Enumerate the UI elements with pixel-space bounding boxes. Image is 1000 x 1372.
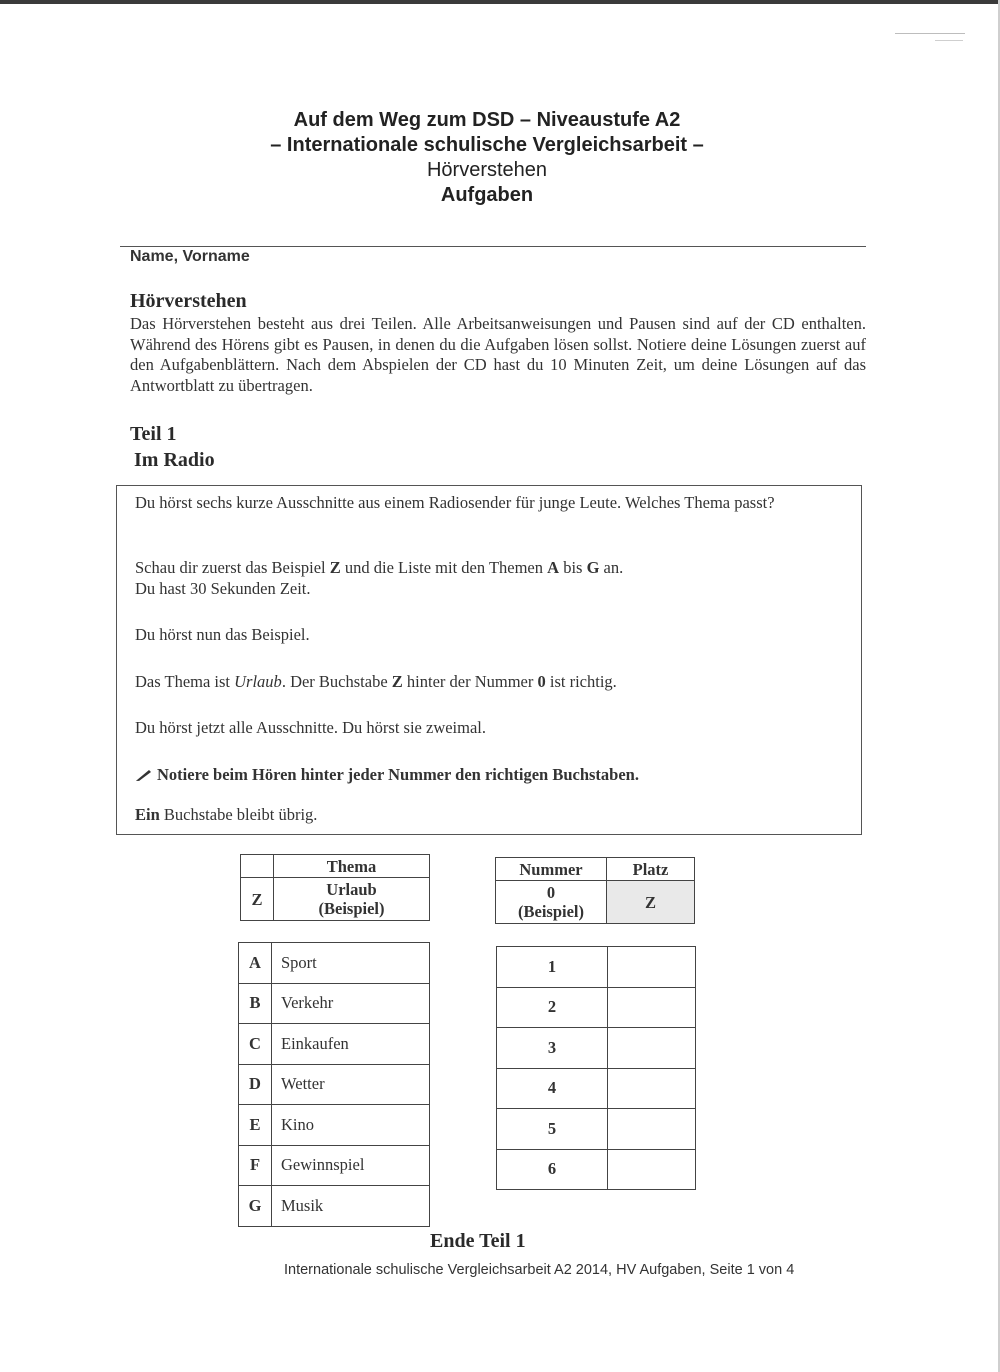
name-input-line[interactable] [120,246,866,247]
list-item [239,1024,430,1065]
scan-mark [935,40,963,41]
header-skill: Hörverstehen [426,159,548,181]
example-number-table [495,857,695,924]
answer-field[interactable] [608,1028,696,1069]
theme-letter: A [239,943,272,984]
pencil-icon [135,766,153,787]
theme-letter: F [239,1145,272,1186]
table-row [497,1149,696,1190]
theme-letter: C [239,1024,272,1065]
theme-name: Sport [272,943,430,984]
list-item [239,1186,430,1227]
header-subtitle: – Internationale schulische Vergleichsarbeit – [270,134,704,156]
example-number-cell: 0 (Beispiel) [496,881,607,924]
table-row [497,1109,696,1150]
name-label: Name, Vorname [130,248,250,265]
example-letter: Z [241,878,274,921]
example-theme-cell: Urlaub (Beispiel) [274,878,430,921]
answer-field[interactable] [608,1149,696,1190]
place-column-header: Platz [607,858,695,881]
answer-number: 6 [497,1149,608,1190]
instruction-solution: Das Thema ist Urlaub. Der Buchstabe Z hinter der Nummer 0 ist richtig. [135,672,617,691]
theme-column-header: Thema [274,855,430,878]
list-item [239,943,430,984]
answer-field[interactable] [608,1109,696,1150]
instructions-box [116,485,862,835]
theme-name: Verkehr [272,983,430,1024]
instruction-intro: Du hörst sechs kurze Ausschnitte aus einem Radiosender für junge Leute. Welches Thema passt? [135,493,775,512]
answer-number: 4 [497,1068,608,1109]
scan-edge-top [0,0,1000,4]
section-intro: Das Hörverstehen besteht aus drei Teilen. Alle Arbeitsanweisungen und Pausen sind auf der CD enthalten. Während des Hörens gibt es Pausen, in denen du die Aufgaben lösen sollst. Notiere deine Lösungen zuerst auf den Aufgabenblättern. Nach dem Abspielen der CD hast du 10 Minuten Zeit, um deine Lösungen auf das Antwortblatt zu übertragen. [130,314,866,395]
document-header [0,108,974,208]
list-item [239,983,430,1024]
page-footer: Internationale schulische Vergleichsarbeit A2 2014, HV Aufgaben, Seite 1 von 4 [284,1262,795,1278]
list-item [239,1064,430,1105]
example-theme-table [240,854,430,921]
theme-name: Gewinnspiel [272,1145,430,1186]
instruction-remaining: Ein Buchstabe bleibt übrig. [135,805,318,824]
theme-letter: B [239,983,272,1024]
scan-mark [895,33,965,34]
number-column-header: Nummer [496,858,607,881]
header-title: Auf dem Weg zum DSD – Niveaustufe A2 [293,109,681,131]
part-subtitle: Im Radio [134,449,215,471]
theme-name: Wetter [272,1064,430,1105]
part-end: Ende Teil 1 [430,1230,526,1252]
answer-number: 5 [497,1109,608,1150]
header-type: Aufgaben [440,184,534,206]
theme-name: Einkaufen [272,1024,430,1065]
instruction-example: Schau dir zuerst das Beispiel Z und die Liste mit den Themen A bis G an. Du hast 30 Sekunden Zeit. [135,558,624,598]
part-title: Teil 1 [130,423,177,445]
theme-letter: D [239,1064,272,1105]
section-title: Hörverstehen [130,290,247,312]
table-row [497,1068,696,1109]
answer-field[interactable] [608,987,696,1028]
answer-table [496,946,696,1190]
table-row [497,947,696,988]
list-item [239,1145,430,1186]
instruction-listen: Du hörst nun das Beispiel. [135,625,310,644]
instruction-twice: Du hörst jetzt alle Ausschnitte. Du hörst sie zweimal. [135,718,487,737]
theme-name: Musik [272,1186,430,1227]
theme-letter: G [239,1186,272,1227]
answer-field[interactable] [608,1068,696,1109]
list-item [239,1105,430,1146]
table-row [497,987,696,1028]
theme-letter: E [239,1105,272,1146]
answer-number: 1 [497,947,608,988]
answer-number: 2 [497,987,608,1028]
answer-field[interactable] [608,947,696,988]
answer-number: 3 [497,1028,608,1069]
instruction-note: Notiere beim Hören hinter jeder Nummer den richtigen Buchstaben. [135,764,835,787]
theme-list-table [238,942,430,1227]
theme-name: Kino [272,1105,430,1146]
table-row [497,1028,696,1069]
example-answer-cell: Z [607,881,695,924]
